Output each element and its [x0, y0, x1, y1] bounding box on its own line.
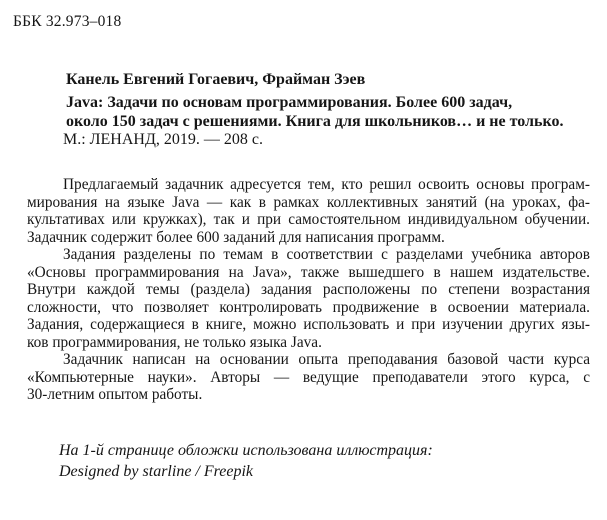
annotation-line: сложности, что позволяет контролировать продвижение в освоении материала. [27, 298, 590, 316]
annotation-line: ков программирования, не только языка Java. [27, 333, 322, 351]
annotation-line: «Основы программирования на Java», также вышедшего в нашем издательстве. [27, 263, 590, 281]
annotation-line: 30-летним опытом работы. [27, 386, 203, 403]
annotation-line: Задачник содержит более 600 заданий для написания программ. [27, 228, 445, 246]
cover-credit-line-ru: На 1-й странице обложки использована иллюстрация: [59, 442, 433, 459]
annotation-line: Задачник написан на основании опыта преподавания базовой части курса [63, 351, 590, 368]
publisher-imprint: М.: ЛЕНАНД, 2019. — 208 с. [63, 131, 263, 149]
annotation-line: Задания разделены по темам в соответствии с разделами учебника авторов [63, 246, 590, 263]
cover-illustration-credit [59, 441, 433, 482]
cover-credit-line-en: Designed by starline / Freepik [59, 462, 254, 480]
annotation-line: «Компьютерные науки». Авторы — ведущие преподаватели этого курса, с [27, 368, 590, 386]
title-block [63, 71, 597, 150]
annotation-line: мирования на языке Java — как в рамках коллективных занятий (на уроках, фа- [27, 193, 590, 211]
annotation-line: Задания, содержащиеся в книге, можно использовать и при изучении других язы- [27, 316, 590, 333]
book-authors: Канель Евгений Гогаевич, Фрайман Зэев [66, 71, 366, 88]
annotation-line: культативах или кружках), так и при самостоятельном индивидуальном обучении. [27, 211, 590, 228]
annotation-text [27, 176, 590, 404]
annotation-line: Внутри каждой темы (раздела) задания расположены по степени возрастания [27, 281, 590, 298]
book-title-line-1: Java: Задачи по основам программирования. Более 600 задач, [66, 94, 513, 111]
book-title-line-2: около 150 задач с решениями. Книга для школьников… и не только. [66, 112, 564, 130]
annotation-line: Предлагаемый задачник адресуется тем, кто решил освоить основы програм- [63, 176, 590, 193]
bbk-classification-code: ББК 32.973–018 [13, 13, 122, 30]
